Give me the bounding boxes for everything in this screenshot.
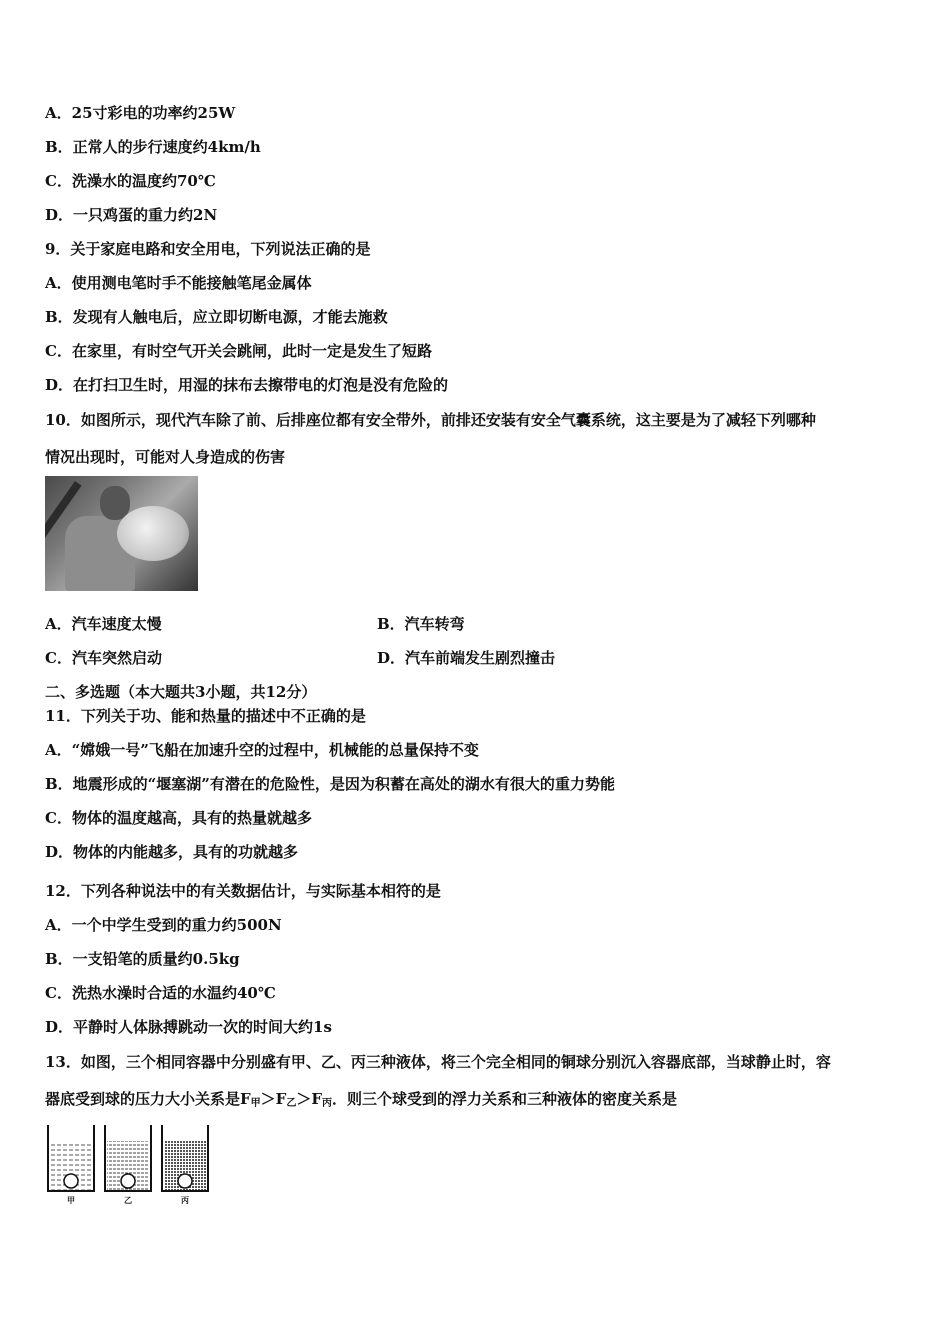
container-yi: [105, 1125, 151, 1191]
q12-stem: 12．下列各种说法中的有关数据估计，与实际基本相符的是: [45, 882, 441, 900]
airbag-photo: [45, 476, 198, 591]
containers-figure: [45, 1123, 213, 1208]
q11-stem: 11．下列关于功、能和热量的描述中不正确的是: [45, 707, 366, 725]
q10-option-d: D．汽车前端发生剧烈撞击: [377, 649, 556, 667]
q11-option-b: B．地震形成的“堰塞湖”有潜在的危险性，是因为积蓄在高处的湖水有很大的重力势能: [45, 775, 615, 793]
q10-option-a: A．汽车速度太慢: [45, 615, 162, 633]
q8-option-a: A．25寸彩电的功率约25W: [45, 104, 236, 122]
q13-stem-line2: [45, 1089, 677, 1114]
q13-subscript-jia: 甲: [250, 1098, 261, 1109]
q12-option-b: B．一支铅笔的质量约0.5kg: [45, 950, 240, 968]
section-heading: 二、多选题（本大题共3小题，共12分）: [45, 683, 317, 701]
q9-stem: 9．关于家庭电路和安全用电，下列说法正确的是: [45, 240, 371, 258]
q11-option-a: A．“嫦娥一号”飞船在加速升空的过程中，机械能的总量保持不变: [45, 741, 479, 759]
q13-subscript-bing: 丙: [321, 1098, 332, 1109]
containers-diagram: [45, 1123, 213, 1195]
q8-option-d: D．一只鸡蛋的重力约2N: [45, 206, 218, 224]
photo-airbag: [117, 506, 189, 561]
q12-option-d: D．平静时人体脉搏跳动一次的时间大约1s: [45, 1018, 332, 1036]
q12-option-c: C．洗热水澡时合适的水温约40℃: [45, 984, 276, 1002]
container-bing: [162, 1125, 208, 1191]
q13-subscript-yi: 乙: [286, 1098, 297, 1109]
container-label-jia: 甲: [67, 1195, 75, 1205]
q11-option-d: D．物体的内能越多，具有的功就越多: [45, 843, 299, 861]
q8-option-b: B．正常人的步行速度约4km/h: [45, 138, 261, 156]
q10-option-b: B．汽车转弯: [377, 615, 465, 633]
q13-gt-2: ＞F: [296, 1090, 322, 1108]
container-label-bing: 丙: [181, 1195, 189, 1205]
container-jia: [48, 1125, 94, 1191]
q10-stem-line1: 10．如图所示，现代汽车除了前、后排座位都有安全带外，前排还安装有安全气囊系统，这主要是为了减轻下列哪种: [45, 411, 816, 429]
q13-stem-line1: 13．如图，三个相同容器中分别盛有甲、乙、丙三种液体，将三个完全相同的铜球分别沉入容器底部，当球静止时，容: [45, 1053, 831, 1071]
q9-option-d: D．在打扫卫生时，用湿的抹布去擦带电的灯泡是没有危险的: [45, 376, 449, 394]
q9-option-a: A．使用测电笔时手不能接触笔尾金属体: [45, 274, 312, 292]
q10-stem-line2: 情况出现时，可能对人身造成的伤害: [45, 448, 286, 466]
q13-gt-1: ＞F: [260, 1090, 287, 1108]
q13-stem-pre: 器底受到球的压力大小关系是F: [45, 1090, 251, 1108]
q13-stem-post: ．则三个球受到的浮力关系和三种液体的密度关系是: [331, 1090, 677, 1108]
q8-option-c: C．洗澡水的温度约70℃: [45, 172, 216, 190]
q11-option-c: C．物体的温度越高，具有的热量就越多: [45, 809, 312, 827]
container-label-yi: 乙: [124, 1195, 132, 1205]
q9-option-b: B．发现有人触电后，应立即切断电源，才能去施救: [45, 308, 388, 326]
q9-option-c: C．在家里，有时空气开关会跳闸，此时一定是发生了短路: [45, 342, 432, 360]
q12-option-a: A．一个中学生受到的重力约500N: [45, 916, 282, 934]
q10-option-c: C．汽车突然启动: [45, 649, 162, 667]
